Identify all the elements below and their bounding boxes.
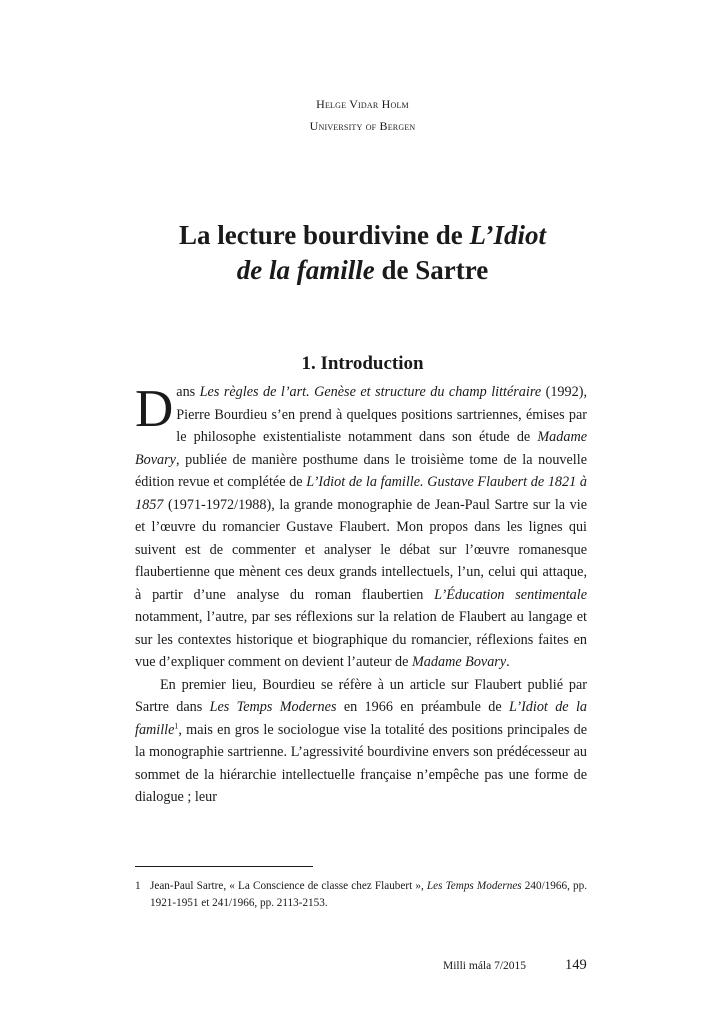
p1-italic-2: Madame Bovary <box>135 429 587 468</box>
journal-name: Milli mála 7/2015 <box>443 960 527 972</box>
p1-italic-4: L’Éducation sentimentale <box>434 586 587 603</box>
article-body <box>135 381 587 809</box>
p2-italic-2: L’Idiot de la famille <box>135 699 587 738</box>
fn-text-1: Jean-Paul Sartre, « La Conscience de classe chez Flaubert », <box>150 880 427 892</box>
footnote-separator <box>135 866 313 867</box>
p2-text-3: , mais en gros le sociologue vise la totalité des positions principales de la monographie sartrienne. L’agressivité bourdivine envers son prédécesseur au sommet de la hiérarchie intellectuelle française n’empêche pas une forme de dialogue ; leur <box>135 721 587 805</box>
author-affiliation: University of Bergen <box>309 119 416 133</box>
p2-text-2: en 1966 en préambule de <box>336 699 509 715</box>
p1-text-5: notamment, l’autre, par ses réflexions sur la relation de Flaubert au langage et sur les contextes historique et biographique du romancier, réflexions faites en vue d’expliquer comment on devient l’auteur de <box>135 609 587 670</box>
p2-text-1: En premier lieu, Bourdieu se réfère à un article sur Flaubert publié par Sartre dans <box>135 676 587 715</box>
title-italic-2: de la famille <box>236 255 375 285</box>
title-italic-1: L’Idiot <box>469 220 547 250</box>
footnote-text <box>150 878 587 912</box>
p1-italic-1: Les règles de l’art. Genèse et structure du champ littéraire <box>199 384 542 400</box>
drop-cap: D <box>135 380 174 438</box>
p1-text-6: . <box>506 654 510 670</box>
section-heading: 1. Introduction <box>301 353 424 374</box>
footnote <box>135 878 587 912</box>
fn-text-2: 240/1966, pp. 1921-1951 et 241/1966, pp. 2113-2153. <box>150 880 587 909</box>
title-text-1: La lecture bourdivine de <box>178 220 470 250</box>
p1-text-1: ans <box>176 384 200 400</box>
p1-text-2: (1992), Pierre Bourdieu s’en prend à quelques positions sartriennes, émises par le philosophe existentialiste notamment dans son étude de <box>176 384 587 445</box>
p1-italic-5: Madame Bovary <box>411 654 507 670</box>
footnote-number: 1 <box>135 880 141 892</box>
p1-italic-3: L’Idiot de la famille. Gustave Flaubert de 1821 à 1857 <box>135 474 587 513</box>
author-name: Helge Vidar Holm <box>316 97 409 111</box>
p1-text-4: (1971-1972/1988), la grande monographie de Jean-Paul Sartre sur la vie et l’œuvre du romancier Gustave Flaubert. Mon propos dans les lignes qui suivent est de commenter et analyser le débat sur l’œuvre romanesque flaubertienne que mènent ces deux grands intellectuels, l’un, celui qui attaque, à partir d’une analyse du roman flaubertien <box>135 496 587 603</box>
p2-italic-1: Les Temps Modernes <box>209 699 337 715</box>
p1-text-3: , publiée de manière posthume dans le troisième tome de la nouvelle édition revue et complétée de <box>135 451 587 490</box>
article-title <box>0 218 725 288</box>
page-number: 149 <box>565 957 587 973</box>
footnote-reference[interactable]: 1 <box>174 720 179 730</box>
fn-italic-1: Les Temps Modernes <box>426 880 522 892</box>
title-text-2: de Sartre <box>374 255 489 285</box>
paragraph-1 <box>135 381 587 674</box>
paragraph-2 <box>135 674 587 809</box>
